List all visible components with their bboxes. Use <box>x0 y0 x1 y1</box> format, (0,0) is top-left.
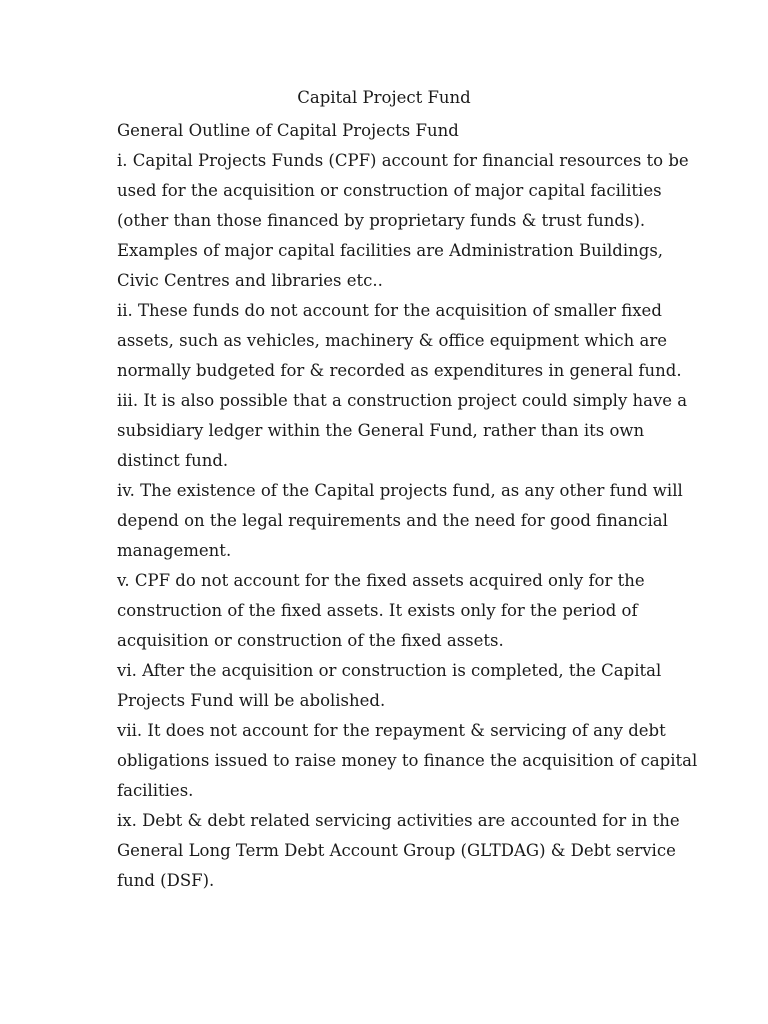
text-line: Examples of major capital facilities are Administration Buildings, <box>117 241 664 260</box>
subtitle-line: General Outline of Capital Projects Fund <box>117 121 459 140</box>
text-line: acquisition or construction of the fixed assets. <box>117 631 504 650</box>
text-line: obligations issued to raise money to finance the acquisition of capital <box>117 751 698 770</box>
text-line: Projects Fund will be abolished. <box>117 691 386 710</box>
text-line: General Long Term Debt Account Group (GLTDAG) & Debt service <box>117 841 676 860</box>
text-line: (other than those financed by proprietary funds & trust funds). <box>117 211 646 230</box>
text-line: i. Capital Projects Funds (CPF) account for financial resources to be <box>117 151 689 170</box>
text-line: iii. It is also possible that a construction project could simply have a <box>117 391 688 410</box>
text-line: Civic Centres and libraries etc.. <box>117 271 383 290</box>
text-line: construction of the fixed assets. It exists only for the period of <box>117 601 638 620</box>
text-line: vi. After the acquisition or construction is completed, the Capital <box>117 661 662 680</box>
text-line: assets, such as vehicles, machinery & office equipment which are <box>117 331 668 350</box>
text-line: iv. The existence of the Capital projects fund, as any other fund will <box>117 481 683 500</box>
document-title: Capital Project Fund <box>297 88 471 107</box>
text-line: distinct fund. <box>117 451 229 470</box>
text-line: subsidiary ledger within the General Fund, rather than its own <box>117 421 645 440</box>
text-line: used for the acquisition or construction of major capital facilities <box>117 181 662 200</box>
text-line: ii. These funds do not account for the acquisition of smaller fixed <box>117 301 662 320</box>
text-line: ix. Debt & debt related servicing activities are accounted for in the <box>117 811 680 830</box>
document-body <box>117 116 698 896</box>
text-line: normally budgeted for & recorded as expenditures in general fund. <box>117 361 682 380</box>
text-line: v. CPF do not account for the fixed assets acquired only for the <box>117 571 645 590</box>
text-line: depend on the legal requirements and the need for good financial <box>117 511 668 530</box>
text-line: facilities. <box>117 781 194 800</box>
text-line: management. <box>117 541 232 560</box>
text-line: fund (DSF). <box>117 871 215 890</box>
text-line: vii. It does not account for the repayment & servicing of any debt <box>117 721 666 740</box>
